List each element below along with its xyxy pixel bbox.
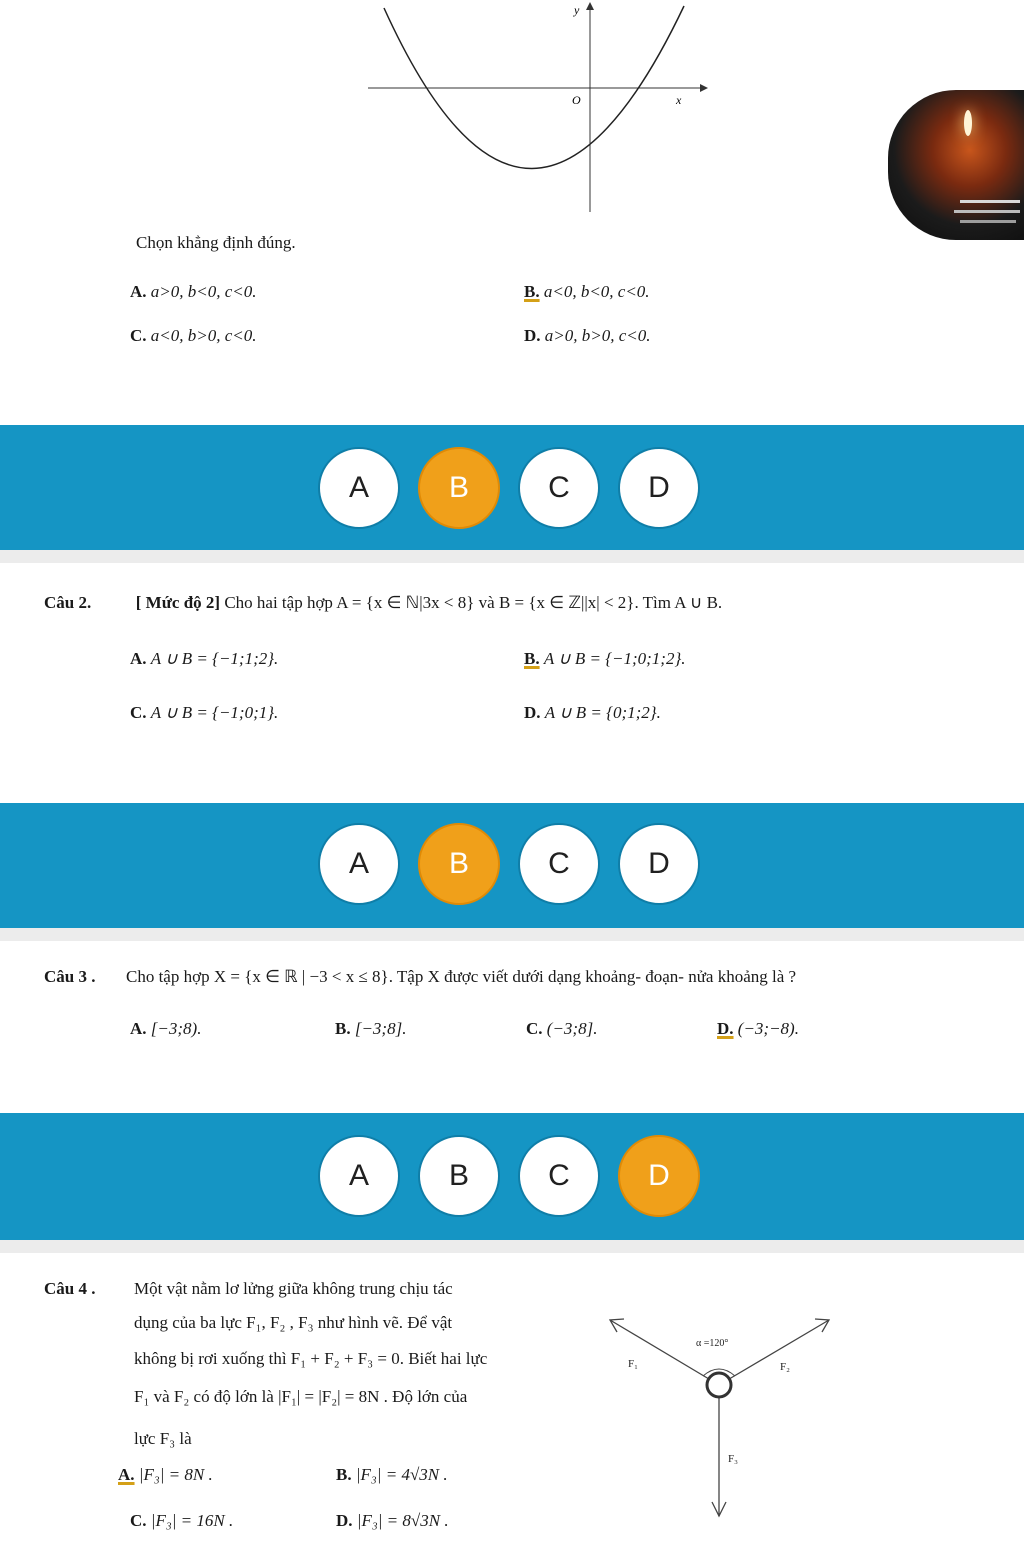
f2-label: F₂ xyxy=(780,1361,790,1373)
q2-option-c[interactable] xyxy=(130,703,278,723)
q4-option-b[interactable] xyxy=(336,1465,448,1485)
option-text: a<0, b>0, c<0. xyxy=(150,326,257,345)
option-letter: D. xyxy=(524,326,541,345)
q4-option-c[interactable] xyxy=(130,1511,233,1531)
option-letter: C. xyxy=(130,703,147,722)
q4-text-line-2: dụng của ba lực F₁, F₂ , F₃ như hình vẽ. Để vật xyxy=(134,1313,453,1332)
question-text: Cho tập hợp X = {x ∈ ℝ | −3 < x ≤ 8}. Tập X được viết dưới dạng khoảng- đoạn- nửa khoảng là ? xyxy=(125,967,797,986)
q1-option-b[interactable] xyxy=(524,282,650,302)
answer-d-button[interactable]: D xyxy=(618,1135,700,1217)
q2-option-d[interactable] xyxy=(524,703,661,723)
q3-option-c[interactable] xyxy=(526,1019,597,1039)
option-text: A ∪ B = {−1;1;2}. xyxy=(150,649,279,668)
difficulty-level: [ Mức độ 2] xyxy=(135,593,221,612)
q4-text-line-3: không bị rơi xuống thì F₁ + F₂ + F₃ = 0. Biết hai lực xyxy=(134,1349,488,1368)
parabola-graph xyxy=(0,0,1024,220)
question-text: Cho hai tập hợp A = {x ∈ ℕ|3x < 8} và B = {x ∈ ℤ||x| < 2}. Tìm A ∪ B. xyxy=(224,593,723,612)
option-text: (−3;−8). xyxy=(737,1019,799,1038)
angle-label: α =120° xyxy=(696,1338,729,1349)
q2-question xyxy=(44,593,722,613)
answer-d-button[interactable]: D xyxy=(618,823,700,905)
f1-label: F₁ xyxy=(628,1358,638,1370)
answer-b-button[interactable]: B xyxy=(418,1135,500,1217)
question-4-card xyxy=(0,1253,1024,1552)
answer-c-button[interactable]: C xyxy=(518,447,600,529)
q4-text-line-5: lực F₃ là xyxy=(134,1429,192,1448)
q1-answer-bar xyxy=(0,425,1024,550)
option-text: [−3;8]. xyxy=(354,1019,407,1038)
option-letter: B. xyxy=(524,282,540,301)
option-letter: D. xyxy=(336,1511,353,1530)
f3-label: F₃ xyxy=(728,1453,738,1465)
question-1-card xyxy=(0,0,1024,425)
option-text: [−3;8). xyxy=(150,1019,202,1038)
option-text: A ∪ B = {−1;0;1}. xyxy=(150,703,279,722)
option-text: |F₃| = 8N . xyxy=(138,1465,213,1484)
force-diagram xyxy=(596,1308,856,1548)
option-letter: A. xyxy=(130,282,147,301)
answer-c-button[interactable]: C xyxy=(518,1135,600,1217)
option-text: |F₃| = 16N . xyxy=(150,1511,234,1530)
option-letter: B. xyxy=(524,649,540,668)
answer-b-button[interactable]: B xyxy=(418,823,500,905)
question-label: Câu 2. xyxy=(44,593,92,612)
option-letter: D. xyxy=(717,1019,734,1038)
option-text: a>0, b<0, c<0. xyxy=(150,282,257,301)
option-text: A ∪ B = {−1;0;1;2}. xyxy=(543,649,686,668)
answer-c-button[interactable]: C xyxy=(518,823,600,905)
answer-a-button[interactable]: A xyxy=(318,823,400,905)
q4-option-d[interactable] xyxy=(336,1511,449,1531)
candle-logo xyxy=(888,90,1024,240)
option-text: |F₃| = 4√3N . xyxy=(355,1465,448,1484)
q3-option-a[interactable] xyxy=(130,1019,201,1039)
q2-option-a[interactable] xyxy=(130,649,278,669)
q4-text-line-1: Một vật nằm lơ lửng giữa không trung chịu tác xyxy=(134,1279,453,1298)
q1-option-c[interactable] xyxy=(130,326,257,346)
option-text: a<0, b<0, c<0. xyxy=(543,282,650,301)
option-letter: C. xyxy=(130,326,147,345)
answer-b-button[interactable]: B xyxy=(418,447,500,529)
q2-answer-bar xyxy=(0,803,1024,928)
graph-y-label: y xyxy=(574,3,580,17)
q1-option-a[interactable] xyxy=(130,282,257,302)
option-letter: C. xyxy=(526,1019,543,1038)
answer-a-button[interactable]: A xyxy=(318,447,400,529)
option-letter: B. xyxy=(335,1019,351,1038)
option-text: A ∪ B = {0;1;2}. xyxy=(544,703,661,722)
option-text: |F₃| = 8√3N . xyxy=(356,1511,449,1530)
option-letter: C. xyxy=(130,1511,147,1530)
question-label: Câu 3 . xyxy=(44,967,96,986)
option-text: (−3;8]. xyxy=(546,1019,598,1038)
q1-option-d[interactable] xyxy=(524,326,651,346)
option-letter: A. xyxy=(130,1019,147,1038)
q3-option-d[interactable] xyxy=(717,1019,799,1039)
answer-a-button[interactable]: A xyxy=(318,1135,400,1217)
answer-d-button[interactable]: D xyxy=(618,447,700,529)
q4-text-line-4: F₁ và F₂ có độ lớn là |F₁| = |F₂| = 8N . Độ lớn của xyxy=(134,1387,468,1406)
q3-option-b[interactable] xyxy=(335,1019,406,1039)
option-letter: A. xyxy=(130,649,147,668)
q1-prompt: Chọn khẳng định đúng. xyxy=(136,233,296,252)
graph-x-label: x xyxy=(676,93,682,107)
question-2-card xyxy=(0,563,1024,803)
q3-question xyxy=(44,967,796,987)
option-text: a>0, b>0, c<0. xyxy=(544,326,651,345)
question-3-card xyxy=(0,941,1024,1113)
question-label: Câu 4 . xyxy=(44,1279,96,1298)
option-letter: D. xyxy=(524,703,541,722)
graph-origin-label: O xyxy=(572,93,581,107)
q3-answer-bar xyxy=(0,1113,1024,1240)
q2-option-b[interactable] xyxy=(524,649,686,669)
option-letter: B. xyxy=(336,1465,352,1484)
q4-option-a[interactable] xyxy=(118,1465,213,1485)
option-letter: A. xyxy=(118,1465,135,1484)
